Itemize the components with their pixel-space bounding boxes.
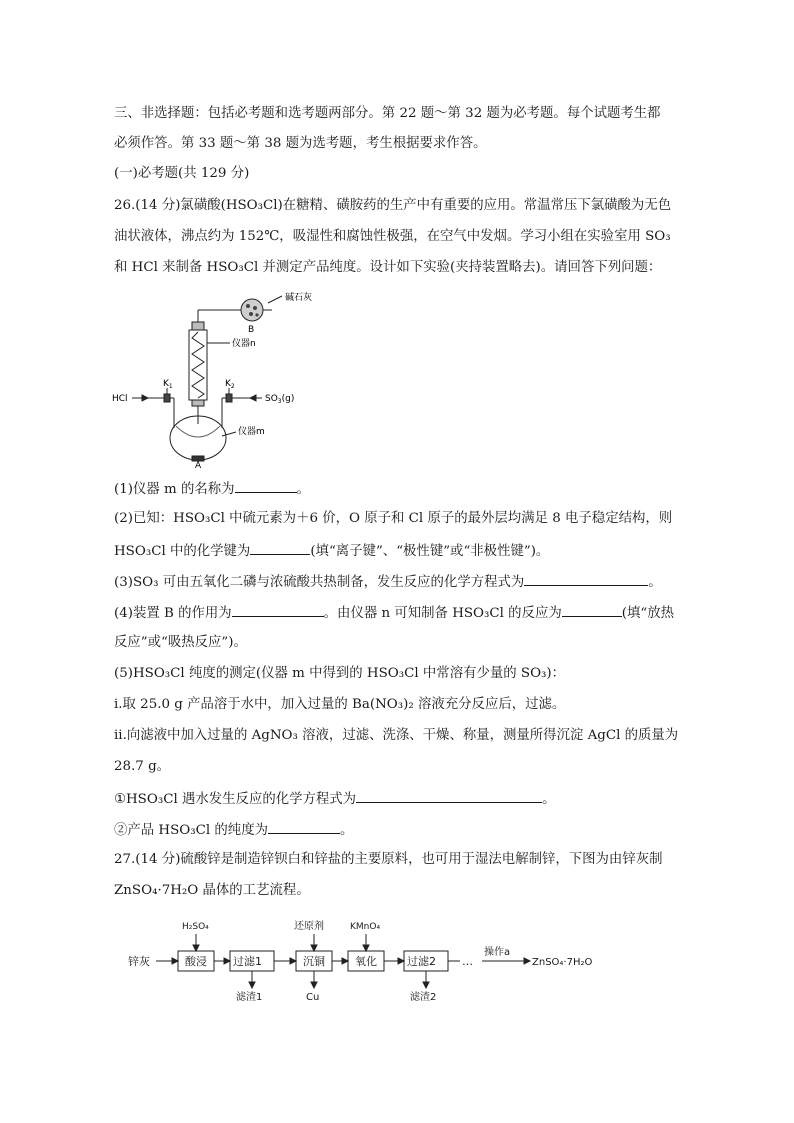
flow-residue-2: 滤渣2 xyxy=(410,992,437,1003)
apparatus-diagram xyxy=(112,288,312,468)
answer-blank-5[interactable] xyxy=(562,603,622,617)
answer-blank-4[interactable] xyxy=(232,603,324,617)
q26-part-5-i: i.取 25.0 g 产品溶于水中，加入过量的 Ba(NO₃)₂ 溶液充分反应后，过滤。 xyxy=(114,697,566,712)
flow-reductant: 还原剂 xyxy=(294,921,324,932)
intro-line-1: 三、非选择题：包括必考题和选考题两部分。第 22 题～第 32 题为必考题。每个试题考生都 xyxy=(114,106,661,121)
so3-label: $SO_3(g)$ xyxy=(265,394,295,405)
q27-line-2: ZnSO₄·7H₂O 晶体的工艺流程。 xyxy=(114,883,310,898)
flow-operation: 操作a xyxy=(484,947,511,958)
q26-part-2a: (2)已知：HSO₃Cl 中硫元素为＋6 价，O 原子和 Cl 原子的最外层均满足 8 电子稳定结构，则 xyxy=(114,511,673,526)
label-a: A xyxy=(195,461,202,468)
process-flow-diagram xyxy=(128,912,608,1004)
flow-cu: Cu xyxy=(306,992,320,1003)
soda-lime-label: 碱石灰 xyxy=(285,293,312,303)
q26-sub-1: ①HSO₃Cl 遇水发生反应的化学方程式为 。 xyxy=(114,789,555,809)
flow-start: 锌灰 xyxy=(128,955,150,968)
q26-part-5-ii-b: 28.7 g。 xyxy=(114,759,171,774)
q26-part-3: (3)SO₃ 可由五氧化二磷与浓硫酸共热制备，发生反应的化学方程式为 。 xyxy=(114,572,662,592)
flow-residue-1: 滤渣1 xyxy=(236,992,263,1003)
label-b: B xyxy=(248,325,255,335)
flow-dots: … xyxy=(462,955,473,968)
flow-box-copper-precip: 沉铜 xyxy=(303,955,325,968)
k1-label: $K_1$ xyxy=(163,379,173,390)
q26-part-4b: 反应”或“吸热反应”)。 xyxy=(114,635,247,650)
q26-line-1: 26.(14 分)氯磺酸(HSO₃Cl)在糖精、磺胺药的生产中有重要的应用。常温常压下氯磺酸为无色 xyxy=(114,198,672,213)
flow-box-oxidation: 氧化 xyxy=(355,955,377,968)
flow-h2so4: H₂SO₄ xyxy=(182,922,209,932)
q27-line-1: 27.(14 分)硫酸锌是制造锌钡白和锌盐的主要原料，也可用于湿法电解制锌，下图为由锌灰制 xyxy=(114,852,663,867)
instrument-n-label: 仪器n xyxy=(232,339,256,349)
q26-sub-2: ②产品 HSO₃Cl 的纯度为 。 xyxy=(114,820,353,840)
q26-line-3: 和 HCl 来制备 HSO₃Cl 并测定产品纯度。设计如下实验(夹持装置略去)。请回答下列问题： xyxy=(114,260,662,275)
flow-kmno4: KMnO₄ xyxy=(350,922,381,932)
k2-label: $K_2$ xyxy=(225,379,235,390)
flow-product: ZnSO₄·7H₂O xyxy=(532,957,593,968)
q26-part-2b: HSO₃Cl 中的化学键为 (填“离子键”、“极性键”或“非极性键”)。 xyxy=(114,541,549,561)
answer-blank-6[interactable] xyxy=(356,789,542,803)
q26-part-1: (1)仪器 m 的名称为 。 xyxy=(114,479,310,499)
instrument-m-label: 仪器m xyxy=(238,427,265,437)
flow-box-filter-1: 过滤1 xyxy=(233,955,262,968)
q26-part-5: (5)HSO₃Cl 纯度的测定(仪器 m 中得到的 HSO₃Cl 中常溶有少量的 SO₃)： xyxy=(114,666,566,681)
intro-line-2: 必须作答。第 33 题～第 38 题为选考题，考生根据要求作答。 xyxy=(114,136,487,151)
answer-blank-7[interactable] xyxy=(268,820,340,834)
q26-part-4a: (4)装置 B 的作用为 。由仪器 n 可知制备 HSO₃Cl 的反应为 (填“放热 xyxy=(114,603,674,623)
q26-part-5-ii-a: ii.向滤液中加入过量的 AgNO₃ 溶液，过滤、洗涤、干燥、称量，测量所得沉淀 AgCl 的质量为 xyxy=(114,728,679,743)
intro-line-3: (一)必考题(共 129 分) xyxy=(114,166,250,181)
flow-box-acid-leach: 酸浸 xyxy=(185,955,207,968)
flow-box-filter-2: 过滤2 xyxy=(407,955,436,968)
answer-blank-1[interactable] xyxy=(235,479,297,493)
hcl-label: HCl xyxy=(112,394,128,404)
answer-blank-3[interactable] xyxy=(524,572,648,586)
answer-blank-2[interactable] xyxy=(250,541,310,555)
q26-line-2: 油状液体，沸点约为 152℃，吸湿性和腐蚀性极强，在空气中发烟。学习小组在实验室用 SO₃ xyxy=(114,229,671,244)
